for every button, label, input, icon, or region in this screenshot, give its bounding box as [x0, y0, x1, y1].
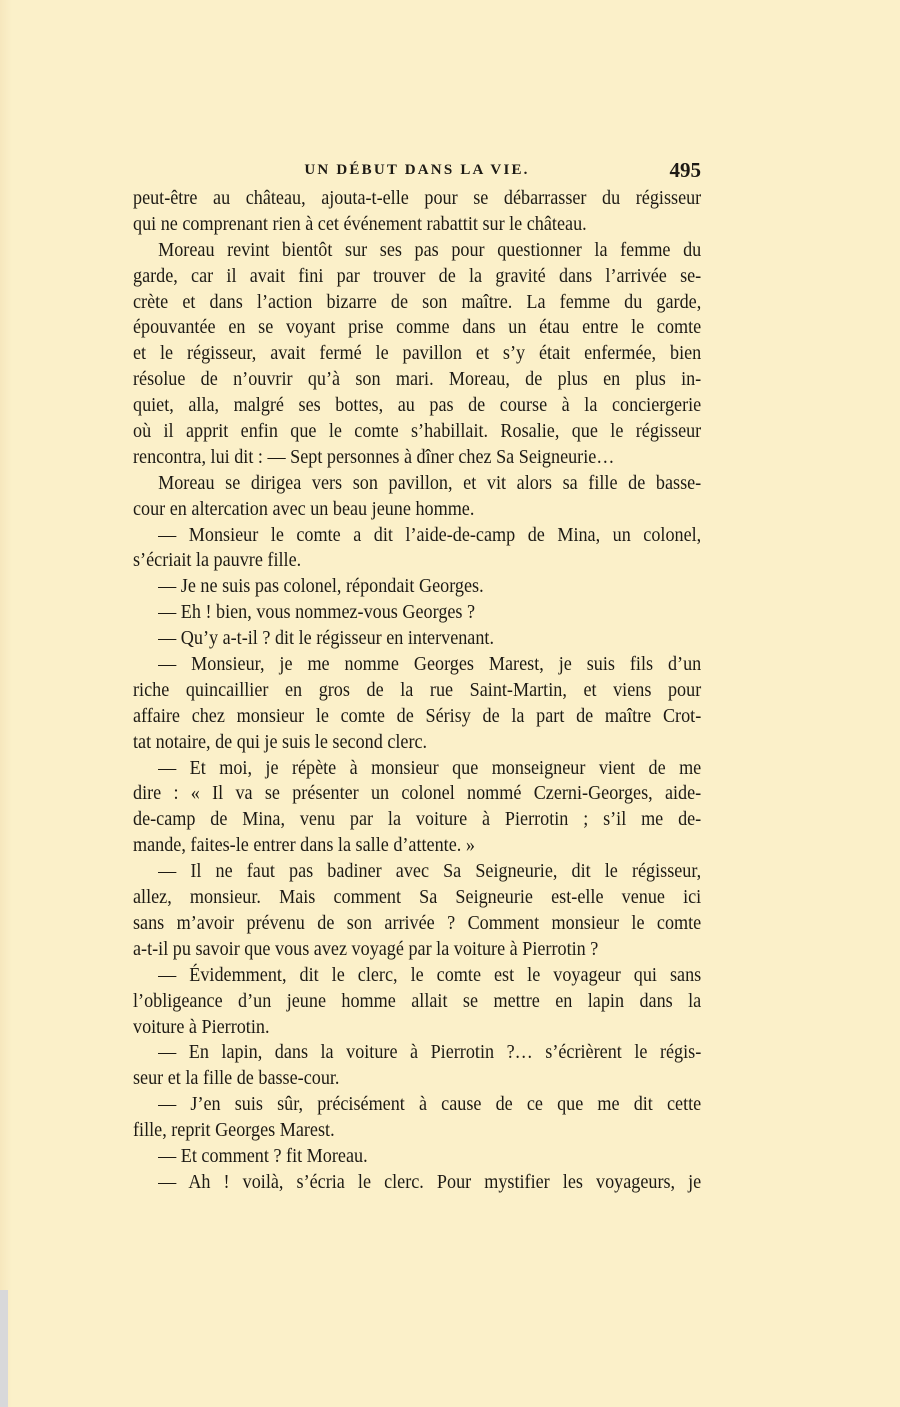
text-line: a-t-il pu savoir que vous avez voyagé par la voiture à Pierrotin ? [133, 938, 599, 960]
text-line: s’écriait la pauvre fille. [133, 550, 302, 572]
text-line: allez, monsieur. Mais comment Sa Seigneurie est-elle venue ici [133, 887, 702, 909]
text-line: — Qu’y a-t-il ? dit le régisseur en intervenant. [158, 628, 494, 650]
text-line: voiture à Pierrotin. [133, 1016, 270, 1038]
text-line: de-camp de Mina, venu par la voiture à Pierrotin ; s’il me de- [133, 809, 702, 831]
text-line: peut-être au château, ajouta-t-elle pour se débarrasser du régisseur [133, 188, 702, 209]
text-line: seur et la fille de basse-cour. [133, 1068, 340, 1090]
text-line: — Évidemment, dit le clerc, le comte est le voyageur qui sans [158, 964, 702, 986]
text-line: crète et dans l’action bizarre de son maître. La femme du garde, [133, 291, 702, 313]
text-line: — Je ne suis pas colonel, répondait Georges. [158, 576, 484, 598]
text-line: — Et moi, je répète à monsieur que monseigneur vient de me [158, 757, 702, 779]
text-line: — J’en suis sûr, précisément à cause de ce que me dit cette [158, 1094, 702, 1116]
text-line: qui ne comprenant rien à cet événement rabattit sur le château. [133, 213, 587, 235]
text-line: — Et comment ? fit Moreau. [158, 1145, 368, 1167]
text-line: sans m’avoir prévenu de son arrivée ? Comment monsieur le comte [133, 912, 702, 934]
running-title: UN DÉBUT DANS LA VIE. [304, 162, 530, 178]
text-line: — Monsieur le comte a dit l’aide-de-camp de Mina, un colonel, [158, 524, 702, 546]
text-line: — En lapin, dans la voiture à Pierrotin ?… s’écrièrent le régis- [158, 1042, 702, 1064]
running-head [133, 158, 701, 184]
text-line: garde, car il avait fini par trouver de la gravité dans l’arrivée se- [133, 265, 702, 287]
text-line: où il apprit enfin que le comte s’habillait. Rosalie, que le régisseur [133, 421, 702, 443]
text-line: épouvantée en se voyant prise comme dans un étau entre le comte [133, 317, 702, 339]
text-line: — Eh ! bien, vous nommez-vous Georges ? [158, 602, 476, 624]
text-line: quiet, alla, malgré ses bottes, au pas de course à la conciergerie [133, 395, 702, 417]
text-line: riche quincaillier en gros de la rue Saint-Martin, et viens pour [133, 679, 702, 701]
text-line: dire : « Il va se présenter un colonel nommé Czerni-Georges, aide- [133, 783, 702, 805]
text-line: résolue de n’ouvrir qu’à son mari. Moreau, de plus en plus in- [133, 369, 702, 391]
text-line: rencontra, lui dit : — Sept personnes à dîner chez Sa Seigneurie… [133, 446, 615, 468]
body-text [133, 186, 701, 1196]
text-line: Moreau se dirigea vers son pavillon, et vit alors sa fille de basse- [158, 472, 702, 494]
text-line: fille, reprit Georges Marest. [133, 1120, 335, 1142]
text-line: tat notaire, de qui je suis le second clerc. [133, 731, 428, 753]
text-line: cour en altercation avec un beau jeune homme. [133, 498, 475, 520]
text-line: — Ah ! voilà, s’écria le clerc. Pour mystifier les voyageurs, je [158, 1171, 702, 1193]
text-line: affaire chez monsieur le comte de Sérisy de la part de maître Crot- [133, 705, 702, 727]
text-line: et le régisseur, avait fermé le pavillon et s’y était enfermée, bien [133, 343, 702, 365]
text-line: l’obligeance d’un jeune homme allait se mettre en lapin dans la [133, 990, 702, 1012]
text-line: Moreau revint bientôt sur ses pas pour questionner la femme du [158, 239, 702, 261]
text-line: — Monsieur, je me nomme Georges Marest, je suis fils d’un [158, 654, 702, 676]
page-number: 495 [669, 158, 701, 182]
text-line: mande, faites-le entrer dans la salle d’attente. » [133, 835, 475, 857]
text-line: — Il ne faut pas badiner avec Sa Seigneurie, dit le régisseur, [158, 861, 702, 883]
